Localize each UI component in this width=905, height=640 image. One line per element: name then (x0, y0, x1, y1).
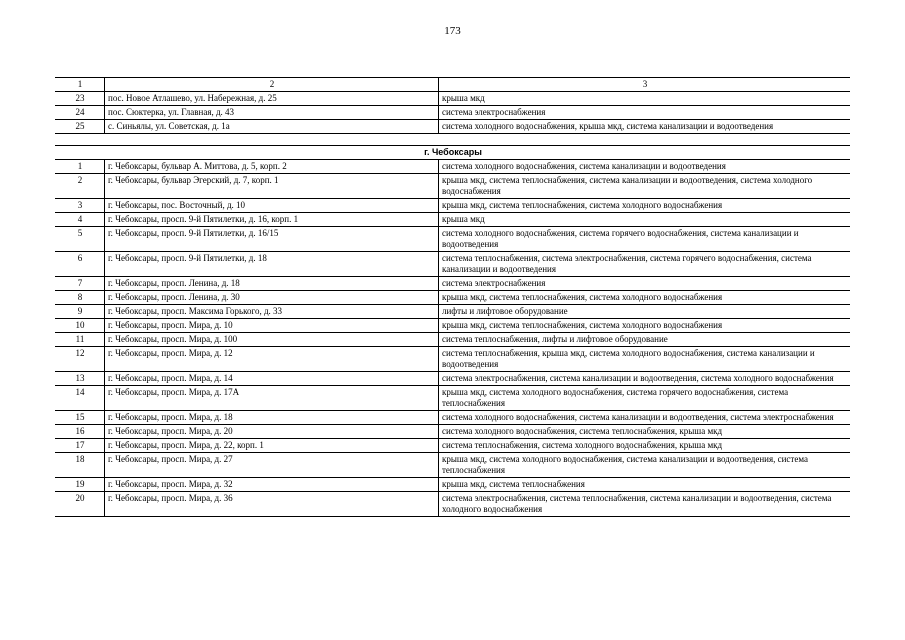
row-systems: система электроснабжения, система теплоснабжения, система канализации и водоотведения, система холодного водоснабжения (439, 492, 851, 517)
row-systems: крыша мкд, система теплоснабжения, система холодного водоснабжения (439, 319, 851, 333)
housing-repair-table (55, 77, 850, 517)
table-row (55, 333, 850, 347)
row-systems: крыша мкд, система теплоснабжения, система холодного водоснабжения (439, 291, 851, 305)
row-number: 15 (55, 411, 105, 425)
table-row (55, 92, 850, 106)
row-systems: система холодного водоснабжения, система теплоснабжения, крыша мкд (439, 425, 851, 439)
row-address: г. Чебоксары, просп. Максима Горького, д. 33 (105, 305, 439, 319)
row-systems: система холодного водоснабжения, система канализации и водоотведения (439, 160, 851, 174)
row-address: г. Чебоксары, бульвар Эгерский, д. 7, корп. 1 (105, 174, 439, 199)
row-number: 8 (55, 291, 105, 305)
row-systems: система холодного водоснабжения, система горячего водоснабжения, система канализации и водоотведения (439, 227, 851, 252)
table-row (55, 319, 850, 333)
row-number: 4 (55, 213, 105, 227)
row-address: г. Чебоксары, просп. Мира, д. 14 (105, 372, 439, 386)
table-row (55, 120, 850, 134)
header-col-2: 2 (105, 78, 439, 92)
row-systems: крыша мкд, система холодного водоснабжения, система горячего водоснабжения, система теплоснабжения (439, 386, 851, 411)
table-row (55, 160, 850, 174)
row-number: 12 (55, 347, 105, 372)
table-row (55, 372, 850, 386)
table-row (55, 106, 850, 120)
section-spacer (55, 134, 850, 146)
table-row (55, 478, 850, 492)
row-address: г. Чебоксары, просп. Мира, д. 12 (105, 347, 439, 372)
row-systems: крыша мкд, система теплоснабжения (439, 478, 851, 492)
row-number: 14 (55, 386, 105, 411)
row-systems: система электроснабжения, система канализации и водоотведения, система холодного водоснабжения (439, 372, 851, 386)
row-number: 23 (55, 92, 105, 106)
row-systems: крыша мкд, система теплоснабжения, система холодного водоснабжения (439, 199, 851, 213)
table-row (55, 492, 850, 517)
row-address: г. Чебоксары, бульвар А. Миттова, д. 5, корп. 2 (105, 160, 439, 174)
row-systems: система электроснабжения (439, 277, 851, 291)
row-number: 19 (55, 478, 105, 492)
row-address: г. Чебоксары, просп. Мира, д. 22, корп. 1 (105, 439, 439, 453)
row-systems: система электроснабжения (439, 106, 851, 120)
row-address: г. Чебоксары, просп. 9-й Пятилетки, д. 18 (105, 252, 439, 277)
row-number: 6 (55, 252, 105, 277)
page-number: 173 (444, 25, 461, 37)
row-address: г. Чебоксары, просп. Мира, д. 100 (105, 333, 439, 347)
row-address: г. Чебоксары, просп. Мира, д. 17А (105, 386, 439, 411)
row-number: 11 (55, 333, 105, 347)
spacer-cell (55, 134, 850, 146)
table-row (55, 213, 850, 227)
row-address: пос. Новое Атлашево, ул. Набережная, д. 25 (105, 92, 439, 106)
table-header-row (55, 78, 850, 92)
row-number: 24 (55, 106, 105, 120)
row-address: г. Чебоксары, просп. Мира, д. 32 (105, 478, 439, 492)
header-col-1: 1 (55, 78, 105, 92)
table-row (55, 174, 850, 199)
table-row (55, 439, 850, 453)
row-systems: система теплоснабжения, система электроснабжения, система горячего водоснабжения, система канализации и водоотведения (439, 252, 851, 277)
row-number: 17 (55, 439, 105, 453)
row-address: г. Чебоксары, просп. Мира, д. 27 (105, 453, 439, 478)
row-systems: система теплоснабжения, система холодного водоснабжения, крыша мкд (439, 439, 851, 453)
table-row (55, 347, 850, 372)
row-systems: крыша мкд, система теплоснабжения, система канализации и водоотведения, система холодного водоснабжения (439, 174, 851, 199)
section-title: г. Чебоксары (55, 146, 850, 160)
table-row (55, 199, 850, 213)
table-row (55, 227, 850, 252)
row-systems: лифты и лифтовое оборудование (439, 305, 851, 319)
table-row (55, 386, 850, 411)
row-number: 20 (55, 492, 105, 517)
table-row (55, 252, 850, 277)
table-row (55, 291, 850, 305)
row-systems: крыша мкд, система холодного водоснабжения, система канализации и водоотведения, система теплоснабжения (439, 453, 851, 478)
row-address: г. Чебоксары, просп. Ленина, д. 30 (105, 291, 439, 305)
table-row (55, 277, 850, 291)
row-number: 7 (55, 277, 105, 291)
row-address: г. Чебоксары, просп. 9-й Пятилетки, д. 16, корп. 1 (105, 213, 439, 227)
row-number: 1 (55, 160, 105, 174)
row-systems: крыша мкд (439, 92, 851, 106)
table-row (55, 453, 850, 478)
table-row (55, 411, 850, 425)
row-address: с. Синьялы, ул. Советская, д. 1а (105, 120, 439, 134)
row-address: г. Чебоксары, просп. Мира, д. 20 (105, 425, 439, 439)
row-number: 9 (55, 305, 105, 319)
row-number: 5 (55, 227, 105, 252)
header-col-3: 3 (439, 78, 851, 92)
row-systems: система холодного водоснабжения, система канализации и водоотведения, система электроснабжения (439, 411, 851, 425)
row-systems: крыша мкд (439, 213, 851, 227)
row-number: 18 (55, 453, 105, 478)
row-address: г. Чебоксары, просп. Мира, д. 36 (105, 492, 439, 517)
row-number: 13 (55, 372, 105, 386)
row-systems: система теплоснабжения, лифты и лифтовое оборудование (439, 333, 851, 347)
row-address: г. Чебоксары, просп. Мира, д. 18 (105, 411, 439, 425)
row-number: 3 (55, 199, 105, 213)
row-systems: система холодного водоснабжения, крыша мкд, система канализации и водоотведения (439, 120, 851, 134)
row-systems: система теплоснабжения, крыша мкд, система холодного водоснабжения, система канализации и водоотведения (439, 347, 851, 372)
row-address: г. Чебоксары, просп. Ленина, д. 18 (105, 277, 439, 291)
row-address: г. Чебоксары, пос. Восточный, д. 10 (105, 199, 439, 213)
row-address: г. Чебоксары, просп. Мира, д. 10 (105, 319, 439, 333)
row-number: 25 (55, 120, 105, 134)
row-number: 16 (55, 425, 105, 439)
row-number: 2 (55, 174, 105, 199)
row-address: пос. Сюктерка, ул. Главная, д. 43 (105, 106, 439, 120)
row-address: г. Чебоксары, просп. 9-й Пятилетки, д. 16/15 (105, 227, 439, 252)
table-row (55, 305, 850, 319)
table-row (55, 425, 850, 439)
row-number: 10 (55, 319, 105, 333)
section-header-row (55, 146, 850, 160)
